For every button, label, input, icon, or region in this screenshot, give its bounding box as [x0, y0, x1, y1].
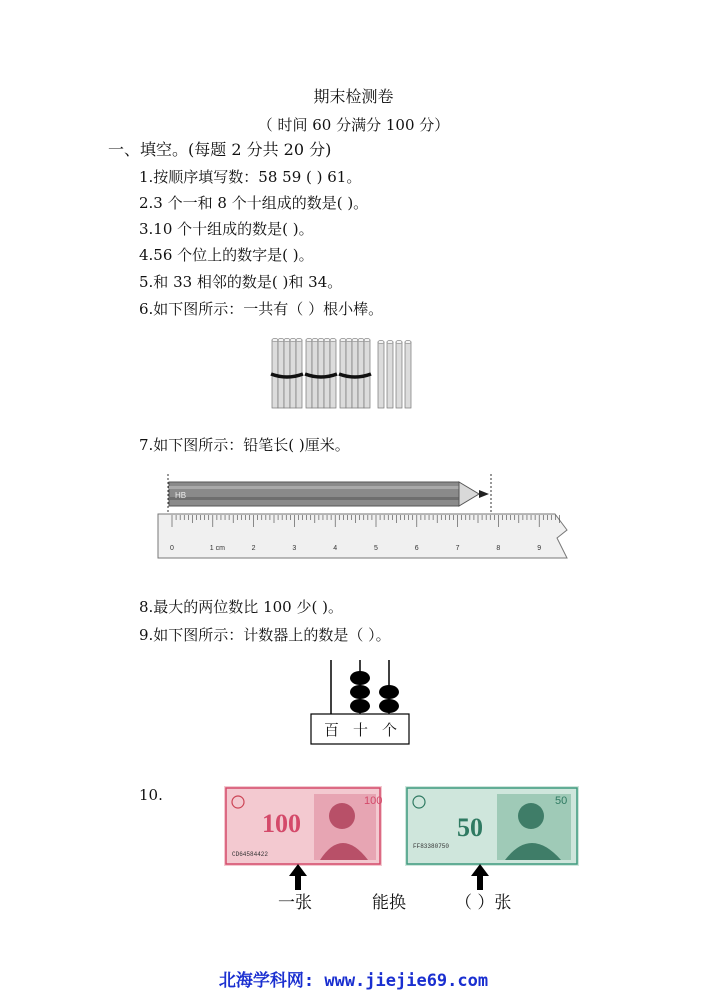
abacus-place-label: 十 — [353, 721, 369, 739]
arrow-up-icon — [470, 864, 490, 890]
banknote-100 — [224, 786, 382, 866]
arrow-up-icon — [288, 864, 308, 890]
page-title: 期末检测卷 — [313, 87, 394, 106]
ruler-tick-label: 2 — [251, 545, 256, 552]
question-7: 7.如下图所示：铅笔长( )厘米。 — [139, 436, 350, 454]
ruler-tick-label: 5 — [374, 545, 378, 552]
time-info: （ 时间 60 分满分 100 分） — [257, 116, 450, 134]
banknote-50-corner: 50 — [555, 795, 568, 807]
single-stick — [378, 342, 384, 408]
ruler-tick-label: 3 — [292, 545, 297, 552]
stick-bundle — [339, 338, 371, 408]
question-10: 10. — [139, 786, 163, 804]
caption-exchange: 能换 — [372, 893, 406, 913]
pencil-ruler-figure — [155, 472, 571, 562]
ruler-tick-label: 8 — [496, 545, 501, 552]
stick-bundle — [271, 338, 303, 408]
question-5: 5.和 33 相邻的数是( )和 34。 — [139, 273, 343, 291]
single-stick — [387, 342, 393, 408]
question-2: 2.3 个一和 8 个十组成的数是( )。 — [139, 194, 369, 212]
abacus-bead — [350, 671, 370, 685]
question-4: 4.56 个位上的数字是( )。 — [139, 246, 314, 264]
banknote-100-serial: CD64584422 — [232, 851, 269, 858]
question-1: 1.按顺序填写数：58 59 ( ) 61。 — [139, 168, 362, 186]
ruler-tick-label: 0 — [170, 545, 174, 552]
abacus-figure — [305, 656, 415, 746]
abacus-bead — [379, 699, 399, 713]
abacus-place-label: 个 — [382, 721, 398, 739]
abacus-bead — [350, 685, 370, 699]
banknote-50 — [405, 786, 579, 866]
pencil — [169, 482, 489, 506]
ruler-tick-label: 7 — [455, 545, 460, 552]
ruler-tick-label: 6 — [414, 545, 419, 552]
question-8: 8.最大的两位数比 100 少( )。 — [139, 598, 343, 616]
question-9: 9.如下图所示：计数器上的数是（ ）。 — [139, 626, 391, 644]
ruler-tick-label: 4 — [333, 545, 338, 552]
question-3: 3.10 个十组成的数是( )。 — [139, 220, 314, 238]
section-heading: 一、填空。(每题 2 分共 20 分) — [108, 140, 332, 159]
banknote-50-serial: FF83380750 — [413, 843, 450, 850]
banknote-100-value: 100 — [262, 809, 301, 838]
sticks-figure — [270, 336, 420, 410]
abacus-bead — [350, 699, 370, 713]
stick-bundle — [305, 338, 337, 408]
footer-site: 北海学科网: www.jiejie69.com — [218, 971, 489, 991]
banknote-100-corner: 100 — [364, 795, 382, 807]
ruler-tick-label: 9 — [537, 545, 542, 552]
caption-one-note: 一张 — [278, 893, 312, 913]
single-stick — [396, 342, 402, 408]
ruler-tick-label: 1 cm — [209, 545, 225, 552]
question-6: 6.如下图所示：一共有（ ）根小棒。 — [139, 300, 384, 318]
abacus-place-label: 百 — [324, 721, 340, 739]
ruler — [158, 514, 567, 558]
banknote-50-value: 50 — [457, 813, 483, 842]
single-stick — [405, 342, 411, 408]
caption-answer: （ ）张 — [455, 893, 512, 913]
pencil-label: HB — [175, 491, 187, 500]
abacus-bead — [379, 685, 399, 699]
